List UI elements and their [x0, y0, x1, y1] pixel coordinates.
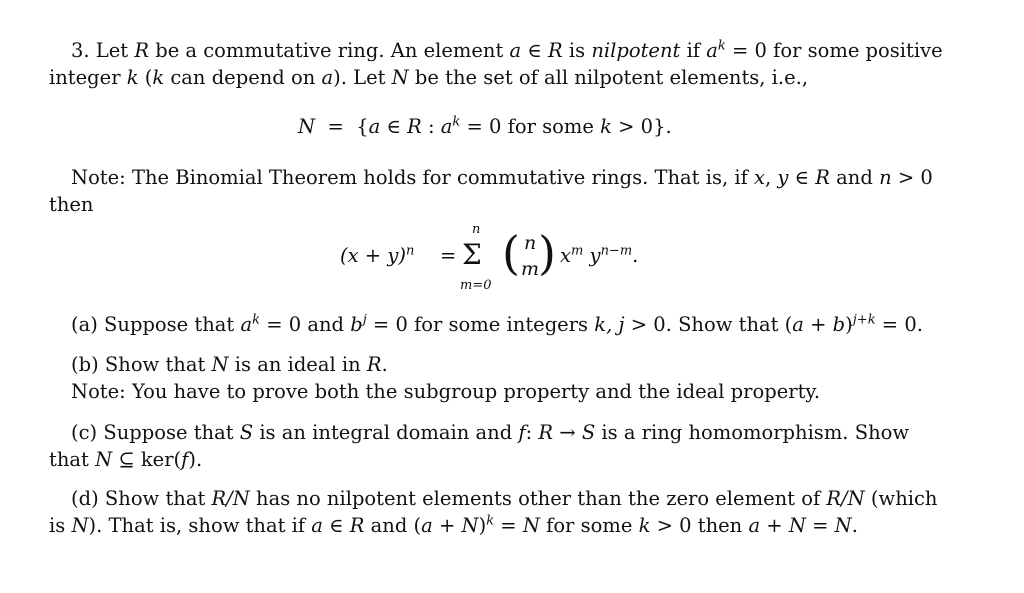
nilradical-definition: N = {a ∈ R : $a^k = 0$ for some k > 0}.: [298, 114, 672, 138]
part-c-line-2: that N ⊆ ker(f).: [49, 448, 203, 471]
binomial-equals: =: [440, 244, 457, 267]
note-line-1: Note: The Binomial Theorem holds for commutative rings. That is, if x, y ∈ R and n > 0: [71, 166, 933, 189]
binom-left-paren: (: [502, 226, 520, 280]
binomial-lhs: $(x + y)^n$: [340, 243, 415, 267]
part-b-line-1: (b) Show that N is an ideal in R.: [71, 353, 388, 376]
binom-top: n: [524, 232, 537, 254]
sigma-lower-limit: m=0: [460, 278, 492, 293]
part-d-line-1: (d) Show that R/N has no nilpotent elements other than the zero element of R/N (which: [71, 487, 938, 510]
binom-bottom: m: [521, 258, 540, 280]
note-line-2: then: [49, 193, 94, 216]
part-c-line-1: (c) Suppose that S is an integral domain and f: R → S is a ring homomorphism. Show: [71, 421, 910, 444]
binomial-formula: [336, 222, 696, 302]
part-a: (a) Suppose that $a^k = 0$ and $b^j = 0$ for some integers k, j > 0. Show that $(a + b)^{j+k} = 0$.: [71, 312, 923, 336]
part-b-line-2: Note: You have to prove both the subgroup property and the ideal property.: [71, 380, 821, 403]
sigma-symbol: Σ: [462, 238, 482, 271]
binom-right-paren: ): [538, 226, 556, 280]
problem-line-2: integer k (k can depend on a). Let N be the set of all nilpotent elements, i.e.,: [49, 66, 809, 89]
sigma-upper-limit: n: [472, 222, 481, 237]
binomial-rhs: $x^m$ $y^{n-m}$.: [560, 243, 639, 267]
part-d-line-2: is N). That is, show that if a ∈ R and $(a + N)^k = N$ for some k > 0 then a + N = N.: [49, 513, 858, 537]
problem-line-1: 3. Let R be a commutative ring. An element a ∈ R is nilpotent if $a^k = 0$ for some positive: [71, 38, 943, 62]
